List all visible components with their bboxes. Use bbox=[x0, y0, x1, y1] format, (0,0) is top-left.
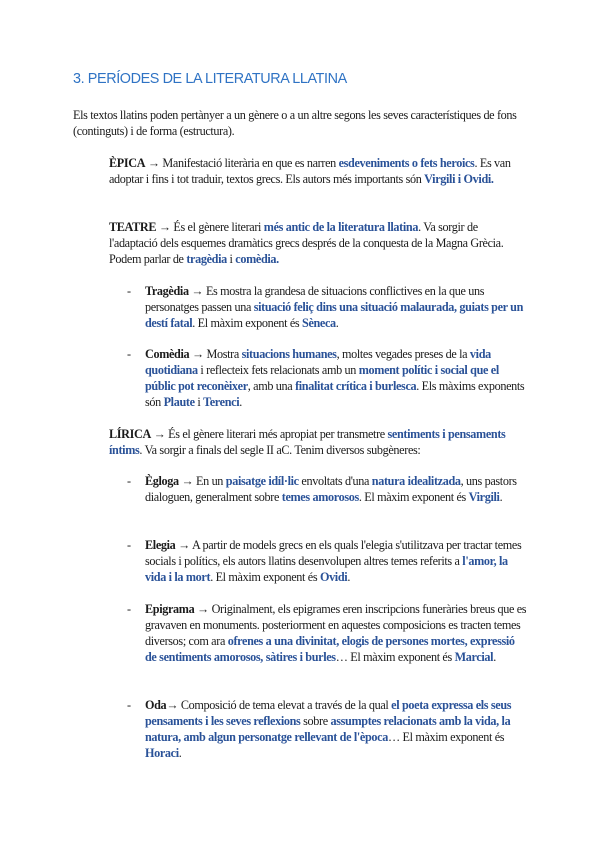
arrow-icon: → bbox=[194, 602, 212, 616]
dash-bullet: - bbox=[127, 698, 131, 712]
arrow-icon: → bbox=[178, 474, 197, 488]
oda-term: Oda bbox=[145, 698, 167, 712]
arrow-icon: → bbox=[175, 538, 192, 552]
highlight: més antic de la literatura llatina bbox=[263, 220, 419, 234]
elegia-term: Elegia bbox=[145, 538, 176, 552]
dash-bullet: - bbox=[127, 284, 131, 298]
highlight: sentiments i pensaments íntims bbox=[109, 427, 506, 457]
highlight: situacions humanes bbox=[241, 347, 337, 361]
highlight: Ovidi bbox=[319, 570, 348, 584]
highlight: paisatge idíl·lic bbox=[225, 474, 299, 488]
highlight: Marcial bbox=[454, 650, 494, 664]
tragedia-term: Tragèdia bbox=[145, 284, 189, 298]
highlight: Terenci bbox=[203, 395, 240, 409]
arrow-icon: → bbox=[145, 156, 163, 170]
arrow-icon: → bbox=[166, 698, 181, 712]
lirica-paragraph: LÍRICA → És el gènere literari més apropiat per transmetre sentiments i pensaments íntims. Va sorgir a finals del segle II aC. Tenim diversos subgèneres: bbox=[109, 427, 506, 457]
highlight: l'amor, la vida i la mort bbox=[145, 554, 508, 584]
highlight: moment polític i social que el públic pot reconèixer bbox=[145, 363, 499, 393]
teatre-term: TEATRE bbox=[109, 220, 157, 234]
comedia-term: Comèdia bbox=[145, 347, 190, 361]
list-item-oda: - Oda→ Composició de tema elevat a través de la qual el poeta expressa els seus pensaments i les seves reflexions sobre assumptes relacionats amb la vida, la natura, amb algun personatge rellevant de l'època… El màxim exponent és Horaci. bbox=[127, 698, 512, 760]
arrow-icon: → bbox=[156, 220, 174, 234]
dash-bullet: - bbox=[127, 538, 131, 552]
highlight: natura idealitzada bbox=[371, 474, 461, 488]
arrow-icon: → bbox=[150, 427, 169, 441]
highlight: vida quotidiana bbox=[145, 347, 491, 377]
list-item-comedia: - Comèdia → Mostra situacions humanes, moltes vegades preses de la vida quotidiana i reflecteix fets relacionats amb un moment polític i social que el públic pot reconèixer, amb una finalitat crítica i burlesca. Els màxims exponents són Plaute i Terenci. bbox=[127, 347, 525, 409]
highlight: tragèdia bbox=[186, 252, 227, 266]
highlight: Plaute bbox=[163, 395, 195, 409]
highlight: ofrenes a una divinitat, elogis de persones mortes, expressió de sentiments amorosos, sàtires i burles bbox=[145, 634, 515, 664]
highlight: Virgili bbox=[468, 490, 500, 504]
highlight: comèdia. bbox=[235, 252, 279, 266]
list-item-elegia: - Elegia → A partir de models grecs en els quals l'elegia s'utilitzava per tractar temes socials i polítics, els autors llatins desenvolupen altres temes referits a l'amor, la vida i la mort. El màxim exponent és Ovidi. bbox=[127, 538, 522, 584]
epigrama-term: Epigrama bbox=[145, 602, 195, 616]
epica-paragraph: ÈPICA → Manifestació literària en que es narren esdeveniments o fets heroics. Es van adoptar i fins i tot traduir, textos grecs. Els autors més importants són Virgili i Ovidi. bbox=[109, 156, 511, 186]
list-item-egloga: - Ègloga → En un paisatge idíl·lic envoltats d'una natura idealitzada, uns pastors dialoguen, generalment sobre temes amorosos. El màxim exponent és Virgili. bbox=[127, 474, 517, 504]
section-title: 3. PERÍODES DE LA LITERATURA LLATINA bbox=[73, 71, 347, 87]
highlight: Horaci bbox=[145, 746, 179, 760]
dash-bullet: - bbox=[127, 602, 131, 616]
highlight: Virgili i Ovidi. bbox=[424, 172, 494, 186]
list-item-epigrama: - Epigrama → Originalment, els epigrames eren inscripcions funeràries breus que es gravaven en monuments. posteriorment en aquestes composicions es tracten temes diversos; com ara ofrenes a una divinitat, elogis de persones mortes, expressió de sentiments amorosos, sàtires i burles… El màxim exponent és Marcial. bbox=[127, 602, 527, 664]
arrow-icon: → bbox=[188, 284, 206, 298]
highlight: Sèneca bbox=[302, 316, 336, 330]
highlight: assumptes relacionats amb la vida, la natura, amb algun personatge rellevant de l'època bbox=[145, 714, 511, 744]
highlight: esdeveniments o fets heroics bbox=[338, 156, 475, 170]
teatre-paragraph: TEATRE → És el gènere literari més antic de la literatura llatina. Va sorgir de l'adaptació dels esquemes dramàtics grecs després de la conquesta de la Magna Grècia. Podem parlar de tragèdia i comèdia. bbox=[109, 220, 504, 266]
dash-bullet: - bbox=[127, 474, 131, 488]
dash-bullet: - bbox=[127, 347, 131, 361]
highlight: temes amorosos bbox=[281, 490, 359, 504]
intro-paragraph: Els textos llatins poden pertànyer a un gènere o a un altre segons les seves característiques de fons (continguts) i de forma (estructura). bbox=[73, 108, 517, 138]
highlight: situació feliç dins una situació malaurada, guiats per un destí fatal bbox=[145, 300, 524, 330]
egloga-term: Ègloga bbox=[145, 474, 179, 488]
arrow-icon: → bbox=[189, 347, 207, 361]
highlight: finalitat crítica i burlesca bbox=[295, 379, 417, 393]
epica-term: ÈPICA bbox=[109, 156, 146, 170]
lirica-term: LÍRICA bbox=[109, 427, 151, 441]
list-item-tragedia: - Tragèdia → Es mostra la grandesa de situacions conflictives en la que uns personatges passen una situació feliç dins una situació malaurada, guiats per un destí fatal. El màxim exponent és Sèneca. bbox=[127, 284, 524, 330]
highlight: el poeta expressa els seus pensaments i les seves reflexions bbox=[145, 698, 512, 728]
